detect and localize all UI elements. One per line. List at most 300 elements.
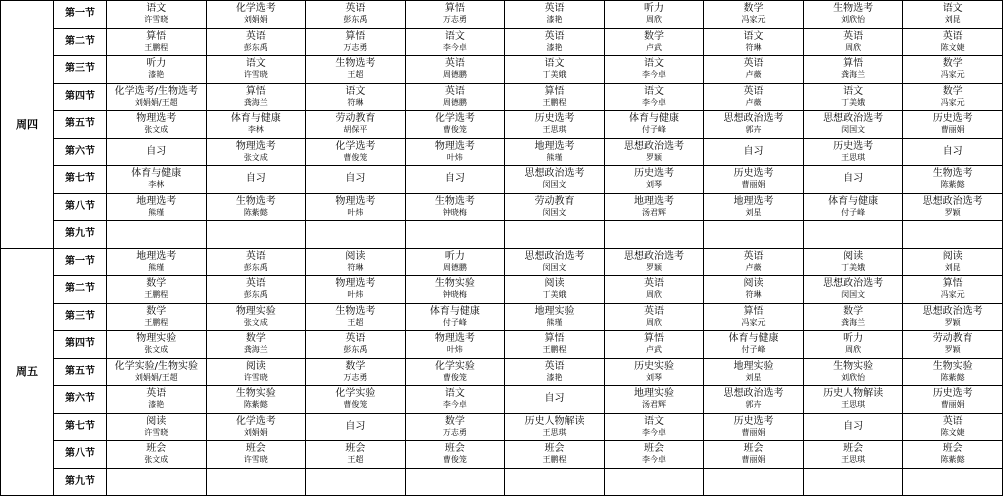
subject-name: 语文 [444,388,465,400]
schedule-cell [206,221,306,249]
schedule-cell [604,358,704,386]
teacher-name: 曹俊笼 [442,372,467,382]
schedule-cell [107,166,207,194]
schedule-cell [306,386,406,414]
schedule-cell [903,138,1003,166]
schedule-cell [206,386,306,414]
subject-name: 自习 [843,173,864,185]
timetable-row [1,413,1003,441]
subject-name: 英语 [245,30,266,42]
subject-name: 英语 [843,30,864,42]
subject-name: 英语 [345,333,366,345]
schedule-cell [604,138,704,166]
teacher-name: 陈紫懿 [940,455,965,465]
schedule-cell [505,303,605,331]
teacher-name: 冯家元 [940,97,965,107]
teacher-name: 熊瑾 [546,317,563,327]
schedule-cell [704,468,804,496]
subject-name: 体育与健康 [728,333,779,345]
schedule-cell [405,28,505,56]
teacher-name: 李今卓 [642,427,666,437]
schedule-cell [505,221,605,249]
subject-name: 体育与健康 [230,113,281,125]
period-label: 第七节 [54,166,107,194]
subject-name: 地理选考 [136,195,177,207]
schedule-cell [704,441,804,469]
timetable-row [1,138,1003,166]
schedule-cell [604,1,704,29]
schedule-cell [604,221,704,249]
subject-name: 语文 [644,85,664,97]
subject-name: 地理实验 [634,388,674,400]
subject-name: 算悟 [444,3,465,15]
period-label: 第五节 [54,358,107,386]
teacher-name: 彭东禹 [343,345,368,355]
teacher-name: 张文成 [144,125,169,135]
schedule-cell [306,276,406,304]
schedule-cell [903,441,1003,469]
teacher-name: 刘娟娟 [243,427,268,437]
subject-name: 听力 [843,333,864,345]
subject-name: 思想政治选考 [922,305,983,317]
schedule-cell [306,468,406,496]
teacher-name: 龚海兰 [243,97,268,107]
schedule-cell [306,111,406,139]
schedule-cell [405,441,505,469]
schedule-cell [704,413,804,441]
teacher-name: 付子峰 [642,125,666,135]
teacher-name: 罗颖 [646,262,662,272]
schedule-cell [803,386,903,414]
schedule-cell [903,331,1003,359]
schedule-cell [107,138,207,166]
teacher-name: 陈紫懿 [243,400,268,410]
schedule-cell [306,193,406,221]
teacher-name: 漆艳 [546,42,563,52]
schedule-cell [405,248,505,276]
teacher-name: 卢薇 [745,70,762,80]
schedule-cell [803,276,903,304]
schedule-cell [107,193,207,221]
teacher-name: 汤君辉 [642,207,666,217]
teacher-name: 漆艳 [546,372,563,382]
schedule-cell [505,386,605,414]
subject-name: 数学 [743,3,764,15]
subject-name: 自习 [843,420,864,432]
teacher-name: 张文成 [243,152,268,162]
teacher-name: 叶炜 [347,290,364,300]
schedule-cell [107,303,207,331]
schedule-cell [206,83,306,111]
schedule-cell [107,56,207,84]
schedule-cell [704,193,804,221]
schedule-cell [803,331,903,359]
teacher-name: 闵国文 [841,290,866,300]
timetable-row [1,193,1003,221]
subject-name: 生物选考 [335,58,376,70]
subject-name: 历史选考 [833,140,874,152]
subject-name: 生物选考 [434,195,475,207]
teacher-name: 龚海兰 [243,345,268,355]
subject-name: 物理选考 [136,113,177,125]
schedule-cell [107,468,207,496]
subject-name: 思想政治选考 [823,113,884,125]
period-label: 第三节 [54,56,107,84]
subject-name: 自习 [544,393,565,405]
subject-name: 语文 [843,85,864,97]
teacher-name: 刘欣怡 [841,372,866,382]
teacher-name: 王鹏程 [542,97,567,107]
subject-name: 劳动教育 [932,333,973,345]
schedule-cell [803,28,903,56]
timetable-row [1,221,1003,249]
teacher-name: 王鹏程 [144,42,169,52]
period-label: 第七节 [54,413,107,441]
subject-name: 历史选考 [733,168,774,180]
subject-name: 历史选考 [534,113,575,125]
teacher-name: 周德鹏 [442,70,467,80]
teacher-name: 周德鹏 [442,262,467,272]
schedule-cell [604,331,704,359]
schedule-cell [604,386,704,414]
schedule-cell [604,468,704,496]
subject-name: 劳动教育 [534,195,575,207]
subject-name: 班会 [743,443,764,455]
subject-name: 地理实验 [534,305,575,317]
subject-name: 语文 [444,30,465,42]
subject-name: 物理实验 [235,305,276,317]
schedule-cell [604,166,704,194]
period-label: 第九节 [54,468,107,496]
teacher-name: 卢武 [646,42,662,52]
subject-name: 数学 [942,85,963,97]
teacher-name: 周欣 [646,317,662,327]
teacher-name: 曹丽娟 [741,427,766,437]
subject-name: 数学 [245,333,266,345]
schedule-cell [903,221,1003,249]
subject-name: 化学实验 [335,388,376,400]
teacher-name: 陈紫懿 [940,372,965,382]
timetable-row [1,276,1003,304]
schedule-cell [306,166,406,194]
schedule-cell [903,413,1003,441]
schedule-cell [803,221,903,249]
subject-name: 英语 [644,305,664,317]
teacher-name: 熊瑾 [148,262,165,272]
subject-name: 英语 [444,85,465,97]
teacher-name: 陈文婕 [940,427,965,437]
schedule-cell [704,248,804,276]
teacher-name: 许雪晓 [243,455,268,465]
teacher-name: 王鹏程 [542,455,567,465]
schedule-cell [405,83,505,111]
teacher-name: 李今卓 [642,97,666,107]
teacher-name: 万志勇 [442,15,467,25]
teacher-name: 陈紫懿 [243,207,268,217]
teacher-name: 郭卉 [745,400,762,410]
schedule-cell [306,331,406,359]
subject-name: 英语 [146,388,167,400]
schedule-cell [107,441,207,469]
timetable-row [1,111,1003,139]
schedule-cell [405,276,505,304]
day-label: 周四 [1,1,54,249]
schedule-cell [405,1,505,29]
subject-name: 物理选考 [235,140,276,152]
subject-name: 数学 [345,360,366,372]
subject-name: 听力 [644,3,664,15]
subject-name: 数学 [444,415,465,427]
teacher-name: 刘星 [745,207,762,217]
period-label: 第五节 [54,111,107,139]
schedule-cell [505,138,605,166]
subject-name: 生物实验 [932,360,973,372]
schedule-cell [803,56,903,84]
subject-name: 历史选考 [932,388,973,400]
teacher-name: 周欣 [845,42,862,52]
schedule-cell [306,413,406,441]
teacher-name: 符琳 [347,97,364,107]
schedule-cell [604,413,704,441]
teacher-name: 闵国文 [542,207,567,217]
period-label: 第二节 [54,28,107,56]
timetable-row [1,28,1003,56]
subject-name: 英语 [245,250,266,262]
schedule-cell [306,83,406,111]
subject-name: 英语 [942,415,963,427]
schedule-cell [604,276,704,304]
schedule-cell [604,193,704,221]
schedule-cell [107,358,207,386]
schedule-cell [604,56,704,84]
teacher-name: 闵国文 [841,125,866,135]
subject-name: 自习 [245,173,266,185]
timetable-row [1,441,1003,469]
schedule-cell [206,193,306,221]
teacher-name: 丁美娥 [841,97,866,107]
teacher-name: 郭卉 [745,125,762,135]
schedule-cell [903,111,1003,139]
subject-name: 物理选考 [335,278,376,290]
schedule-cell [604,83,704,111]
subject-name: 生物选考 [932,168,973,180]
subject-name: 化学实验/生物实验 [114,360,198,372]
subject-name: 算悟 [743,305,764,317]
schedule-cell [704,331,804,359]
subject-name: 劳动教育 [335,113,376,125]
schedule-cell [206,1,306,29]
period-label: 第四节 [54,331,107,359]
schedule-cell [704,303,804,331]
teacher-name: 王思琪 [542,125,567,135]
subject-name: 班会 [444,443,465,455]
timetable-row [1,386,1003,414]
schedule-cell [704,28,804,56]
subject-name: 阅读 [843,250,864,262]
teacher-name: 叶炜 [446,345,463,355]
schedule-cell [206,138,306,166]
teacher-name: 彭东禹 [243,290,268,300]
timetable-row [1,468,1003,496]
teacher-name: 万志勇 [343,372,368,382]
subject-name: 地理选考 [136,250,177,262]
teacher-name: 罗颖 [646,152,662,162]
teacher-name: 彭东禹 [343,15,368,25]
schedule-cell [405,193,505,221]
schedule-cell [704,1,804,29]
teacher-name: 丁美娥 [542,290,567,300]
schedule-cell [206,331,306,359]
teacher-name: 王超 [347,70,364,80]
schedule-cell [803,303,903,331]
teacher-name: 漆艳 [546,15,563,25]
subject-name: 体育与健康 [429,305,480,317]
subject-name: 地理选考 [733,195,774,207]
teacher-name: 陈紫懿 [940,180,965,190]
subject-name: 班会 [843,443,864,455]
subject-name: 化学实验 [434,360,475,372]
subject-name: 思想政治选考 [624,250,684,262]
subject-name: 地理选考 [534,140,575,152]
schedule-cell [903,166,1003,194]
schedule-cell [107,413,207,441]
schedule-cell [306,56,406,84]
schedule-cell [704,276,804,304]
schedule-cell [107,221,207,249]
schedule-cell [306,28,406,56]
subject-name: 地理选考 [634,195,674,207]
subject-name: 算悟 [843,58,864,70]
schedule-cell [107,248,207,276]
schedule-cell [405,303,505,331]
teacher-name: 刘昆 [944,15,961,25]
teacher-name: 王鹏程 [542,345,567,355]
subject-name: 历史选考 [932,113,973,125]
teacher-name: 周欣 [646,15,662,25]
subject-name: 阅读 [544,278,565,290]
schedule-cell [803,138,903,166]
teacher-name: 冯家元 [741,317,766,327]
schedule-cell [107,28,207,56]
schedule-cell [306,358,406,386]
subject-name: 班会 [544,443,565,455]
teacher-name: 曹俊笼 [343,400,368,410]
schedule-cell [206,358,306,386]
subject-name: 阅读 [743,278,764,290]
teacher-name: 钟晓梅 [442,290,467,300]
teacher-name: 刘星 [745,372,762,382]
period-label: 第四节 [54,83,107,111]
schedule-cell [405,386,505,414]
subject-name: 自习 [444,173,465,185]
schedule-cell [704,83,804,111]
subject-name: 数学 [146,278,167,290]
timetable-row [1,303,1003,331]
schedule-cell [903,28,1003,56]
subject-name: 语文 [644,415,664,427]
schedule-cell [903,303,1003,331]
subject-name: 英语 [743,250,764,262]
subject-name: 算悟 [644,333,664,345]
teacher-name: 丁美娥 [841,262,866,272]
subject-name: 历史实验 [634,360,674,372]
subject-name: 体育与健康 [131,168,182,180]
teacher-name: 漆艳 [148,70,165,80]
subject-name: 化学选考 [235,415,276,427]
teacher-name: 彭东禹 [243,262,268,272]
subject-name: 阅读 [345,250,366,262]
schedule-cell [306,303,406,331]
teacher-name: 张文成 [144,455,169,465]
schedule-cell [306,221,406,249]
subject-name: 自习 [942,145,963,157]
subject-name: 生物实验 [235,388,276,400]
period-label: 第三节 [54,303,107,331]
schedule-cell [704,386,804,414]
schedule-cell [206,468,306,496]
teacher-name: 王超 [347,317,364,327]
subject-name: 自习 [146,145,167,157]
schedule-cell [206,248,306,276]
schedule-cell [306,138,406,166]
schedule-cell [604,441,704,469]
subject-name: 思想政治选考 [524,168,585,180]
schedule-cell [107,331,207,359]
subject-name: 数学 [146,305,167,317]
subject-name: 思想政治选考 [823,278,884,290]
schedule-cell [803,413,903,441]
subject-name: 英语 [544,30,565,42]
subject-name: 思想政治选考 [723,388,784,400]
subject-name: 听力 [146,58,167,70]
teacher-name: 曹丽娟 [741,180,766,190]
subject-name: 化学选考 [235,3,276,15]
teacher-name: 万志勇 [442,427,467,437]
teacher-name: 卢薇 [745,97,762,107]
schedule-cell [704,166,804,194]
subject-name: 数学 [942,58,963,70]
subject-name: 生物选考 [335,305,376,317]
subject-name: 英语 [942,30,963,42]
teacher-name: 刘琴 [646,372,662,382]
schedule-cell [505,83,605,111]
teacher-name: 曹丽娟 [940,125,965,135]
schedule-cell [107,386,207,414]
schedule-cell [704,221,804,249]
timetable-row [1,1,1003,29]
schedule-cell [903,83,1003,111]
schedule-cell [505,166,605,194]
schedule-cell [405,331,505,359]
teacher-name: 付子峰 [741,345,766,355]
schedule-cell [704,358,804,386]
schedule-cell [803,441,903,469]
teacher-name: 王思琪 [841,455,866,465]
schedule-cell [505,276,605,304]
schedule-cell [206,441,306,469]
subject-name: 阅读 [146,415,167,427]
teacher-name: 漆艳 [148,400,165,410]
timetable-row [1,358,1003,386]
schedule-cell [903,56,1003,84]
schedule-cell [206,413,306,441]
period-label: 第二节 [54,276,107,304]
teacher-name: 王鹏程 [144,290,169,300]
schedule-cell [206,56,306,84]
teacher-name: 许雪晓 [243,372,268,382]
subject-name: 语文 [345,85,366,97]
schedule-cell [107,1,207,29]
